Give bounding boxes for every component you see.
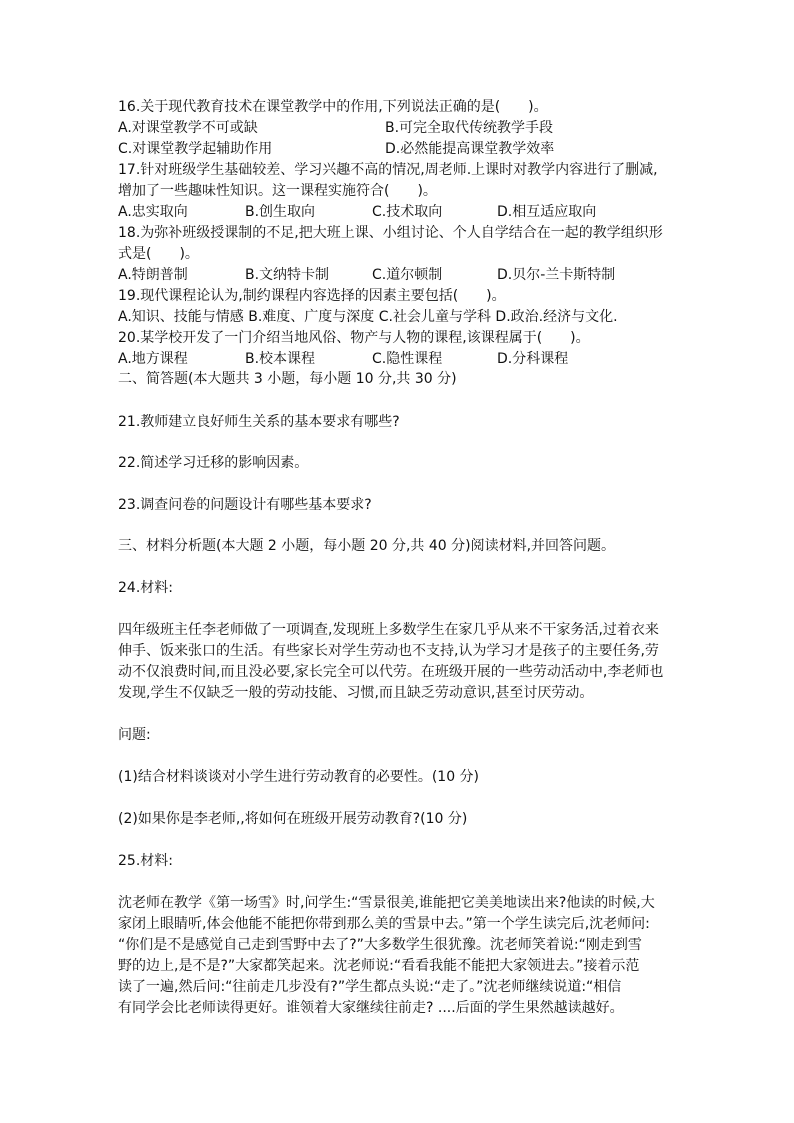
material-line: 有同学会比老师读得更好。谁领着大家继续往前走? ....后面的学生果然越读越好。	[118, 1000, 624, 1016]
option-d: D.分科课程	[497, 351, 569, 367]
option-b: B.创生取向	[245, 204, 316, 220]
option-b: B.可完全取代传统教学手段	[385, 120, 554, 136]
option-a: A.特朗普制	[118, 267, 188, 283]
option-a: A.对课堂教学不可或缺	[118, 120, 258, 136]
option-d: D.贝尔-兰卡斯特制	[497, 267, 616, 283]
question-21: 21.教师建立良好师生关系的基本要求有哪些?	[118, 414, 400, 430]
question-stem-cont: 式是( )。	[118, 246, 199, 262]
option-a: A.忠实取向	[118, 204, 188, 220]
question-stem: 16.关于现代教育技术在课堂教学中的作用,下列说法正确的是( )。	[118, 99, 548, 115]
material-line: 沈老师在教学《第一场雪》时,问学生:“雪景很美,谁能把它美美地读出来?他读的时候,大	[118, 895, 655, 911]
material-line: 伸手、饭来张口的生活。有些家长对学生劳动也不支持,认为学习才是孩子的主要任务,劳	[118, 643, 659, 659]
material-line: 家闭上眼睛听,体会他能不能把你带到那么美的雪景中去。”第一个学生读完后,沈老师问:	[118, 916, 650, 932]
material-line: 动不仅浪费时间,而且没必要,家长完全可以代劳。在班级开展的一些劳动活动中,李老师也	[118, 664, 664, 680]
material-line: 发现,学生不仅缺乏一般的劳动技能、习惯,而且缺乏劳动意识,甚至讨厌劳动。	[118, 685, 594, 701]
option-d: D.相互适应取向	[497, 204, 597, 220]
material-line: “你们是不是感觉自己走到雪野中去了?”大多数学生很犹豫。沈老师笑着说:“刚走到雪	[118, 937, 642, 953]
option-c: C.道尔顿制	[372, 267, 443, 283]
section-heading: 三、材料分析题(本大题 2 小题，每小题 20 分,共 40 分)阅读材料,并回答问题。	[118, 538, 616, 554]
option-b: B.文纳特卡制	[245, 267, 330, 283]
material-line: 四年级班主任李老师做了一项调查,发现班上多数学生在家几乎从来不干家务活,过着衣来	[118, 622, 659, 638]
question-stem-cont: 增加了一些趣味性知识。这一课程实施符合( )。	[118, 183, 437, 199]
option-b: B.校本课程	[245, 351, 316, 367]
question-label: 问题:	[118, 727, 151, 743]
sub-question-2: (2)如果你是李老师,,将如何在班级开展劳动教育?(10 分)	[118, 811, 468, 827]
question-stem: 20.某学校开发了一门介绍当地风俗、物产与人物的课程,该课程属于( )。	[118, 330, 590, 346]
material-line: 读了一遍,然后问:“往前走几步没有?”学生都点头说:“走了。”沈老师继续说道:“相信	[118, 979, 622, 995]
material-label: 25.材料:	[118, 853, 173, 869]
option-c: C.隐性课程	[372, 351, 443, 367]
option-c: C.技术取向	[372, 204, 443, 220]
section-heading: 二、简答题(本大题共 3 小题，每小题 10 分,共 30 分)	[118, 371, 457, 387]
options: A.知识、技能与情感 B.难度、广度与深度 C.社会儿童与学科 D.政治.经济与文化.	[118, 309, 618, 325]
option-c: C.对课堂教学起辅助作用	[118, 141, 273, 157]
question-stem: 18.为弥补班级授课制的不足,把大班上课、小组讨论、个人自学结合在一起的教学组织形	[118, 225, 663, 241]
question-23: 23.调查问卷的问题设计有哪些基本要求?	[118, 497, 372, 513]
question-22: 22.简述学习迁移的影响因素。	[118, 455, 309, 471]
sub-question-1: (1)结合材料谈谈对小学生进行劳动教育的必要性。(10 分)	[118, 769, 480, 785]
option-a: A.地方课程	[118, 351, 188, 367]
question-stem: 19.现代课程论认为,制约课程内容选择的因素主要包括( )。	[118, 288, 506, 304]
material-label: 24.材料:	[118, 580, 173, 596]
option-d: D.必然能提高课堂教学效率	[385, 141, 555, 157]
question-stem: 17.针对班级学生基础较差、学习兴趣不高的情况,周老师.上课时对教学内容进行了删减,	[118, 162, 658, 178]
material-line: 野的边上,是不是?”大家都笑起来。沈老师说:“看看我能不能把大家领进去。”接着示范	[118, 958, 640, 974]
